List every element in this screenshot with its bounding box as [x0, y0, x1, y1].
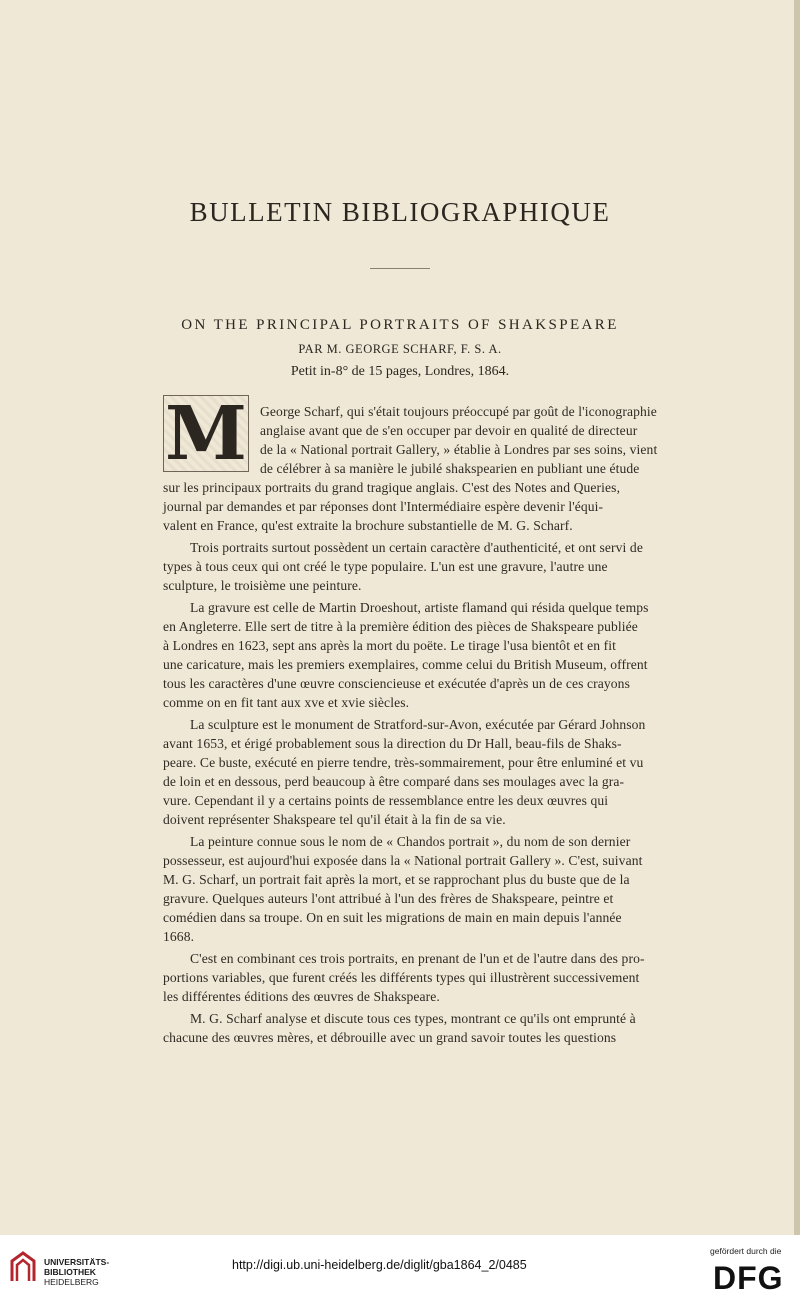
funded-by-label: gefördert durch die: [710, 1246, 782, 1256]
ornamental-initial: [163, 390, 249, 477]
text-line: sur les principaux portraits du grand tragique anglais. C'est des Notes and Queries,: [163, 480, 621, 495]
text-line: une caricature, mais les premiers exemplaires, comme celui du British Museum, offrent: [163, 657, 648, 672]
bulletin-title: BULLETIN BIBLIOGRAPHIQUE: [189, 197, 611, 227]
publication-info: Petit in-8° de 15 pages, Londres, 1864.: [290, 364, 510, 379]
text-line: de la « National portrait Gallery, » établie à Londres par ses soins, vient: [260, 442, 658, 457]
title-rule: [370, 268, 430, 269]
university-library-logo-icon: [10, 1251, 36, 1283]
text-line: avant 1653, et érigé probablement sous la direction du Dr Hall, beau-fils de Shaks-: [163, 736, 622, 751]
text-line: chacune des œuvres mères, et débrouille avec un grand savoir toutes les questions: [163, 1030, 617, 1045]
dfg-logo: DFG: [713, 1260, 784, 1296]
text-line: de loin et en dessous, perd beaucoup à être comparé dans ses moulages avec la gra-: [163, 774, 625, 789]
text-line: La peinture connue sous le nom de « Chandos portrait », du nom de son dernier: [190, 834, 631, 849]
text-line: C'est en combinant ces trois portraits, en prenant de l'un et de l'autre dans des pro-: [190, 951, 645, 966]
text-line: vure. Cependant il y a certains points de ressemblance entre les deux œuvres qui: [163, 793, 609, 808]
text-line: portions variables, que furent créés les différents types qui illustrèrent successivement: [163, 970, 640, 985]
text-line: gravure. Quelques auteurs l'ont attribué à l'un des frères de Shakspeare, peintre et: [163, 891, 614, 906]
library-name-line2: BIBLIOTHEK: [44, 1267, 96, 1277]
text-line: possesseur, est aujourd'hui exposée dans la « National portrait Gallery ». C'est, suivant: [163, 853, 643, 868]
text-line: à Londres en 1623, sept ans après la mort du poëte. Le tirage l'usa bientôt et en fit: [163, 638, 616, 653]
text-line: les différentes éditions des œuvres de Shakspeare.: [163, 989, 440, 1004]
text-line: comme on en fit tant aux xve et xvie siècles.: [163, 695, 410, 710]
text-line: peare. Ce buste, exécuté en pierre tendre, très-sommairement, pour être enluminé et vu: [163, 755, 644, 770]
text-line: La gravure est celle de Martin Droeshout, artiste flamand qui résida quelque temps: [190, 600, 649, 615]
text-line: types à tous ceux qui ont créé le type populaire. L'un est une gravure, l'autre une: [163, 559, 608, 574]
text-line: M. G. Scharf, un portrait fait après la mort, et se rapprochant plus du buste que de la: [163, 872, 630, 887]
article-title: ON THE PRINCIPAL PORTRAITS OF SHAKSPEARE: [181, 317, 619, 333]
library-name-line3: HEIDELBERG: [44, 1277, 99, 1287]
text-line: comédien dans sa troupe. On en suit les migrations de main en main depuis l'année: [163, 910, 622, 925]
text-line: Trois portraits surtout possèdent un certain caractère d'authenticité, et ont servi de: [190, 540, 643, 555]
text-line: George Scharf, qui s'était toujours préoccupé par goût de l'iconographie: [260, 404, 657, 419]
text-line: en Angleterre. Elle sert de titre à la première édition des pièces de Shakspeare publiée: [163, 619, 638, 634]
text-line: tous les caractères d'une œuvre consciencieuse et exécutée d'après un de ces crayons: [163, 676, 630, 691]
permalink-url[interactable]: http://digi.ub.uni-heidelberg.de/diglit/gba1864_2/0485: [232, 1258, 527, 1272]
text-line: La sculpture est le monument de Stratford-sur-Avon, exécutée par Gérard Johnson: [190, 717, 646, 732]
text-line: anglaise avant que de s'en occuper par devoir en qualité de directeur: [260, 423, 638, 438]
text-line: 1668.: [163, 929, 195, 944]
page-edge: [794, 0, 800, 1235]
author-line: PAR M. GEORGE SCHARF, F. S. A.: [298, 342, 502, 356]
text-line: sculpture, le troisième une peinture.: [163, 578, 362, 593]
text-line: valent en France, qu'est extraite la brochure substantielle de M. G. Scharf.: [163, 518, 573, 533]
text-line: journal par demandes et par réponses dont l'Intermédiaire espère devenir l'équi-: [163, 499, 604, 514]
text-line: M. G. Scharf analyse et discute tous ces types, montrant ce qu'ils ont emprunté à: [190, 1011, 636, 1026]
initial-letter: M: [165, 390, 247, 477]
text-line: de célébrer à sa manière le jubilé shakspearien en publiant une étude: [260, 461, 640, 476]
text-line: doivent représenter Shakspeare tel qu'il était à la fin de sa vie.: [163, 812, 506, 827]
library-name-line1: UNIVERSITÄTS-: [44, 1257, 110, 1267]
